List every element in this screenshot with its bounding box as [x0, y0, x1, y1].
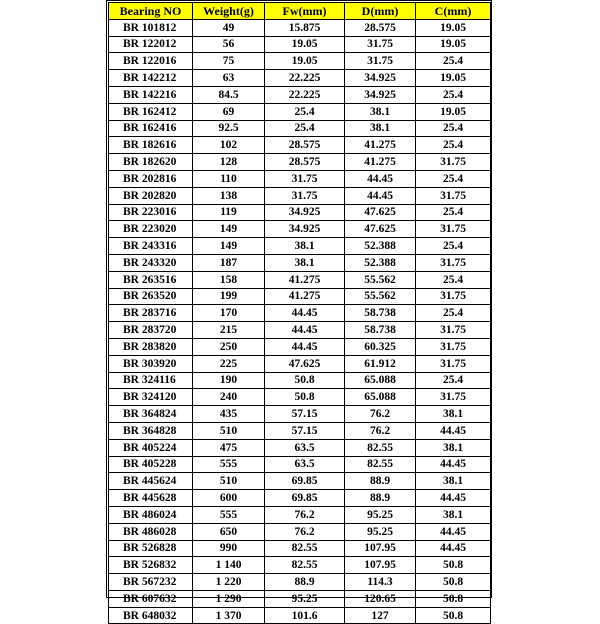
- cell-d: 34.925: [345, 86, 416, 103]
- cell-d: 34.925: [345, 70, 416, 87]
- cell-weight: 49: [193, 19, 265, 36]
- cell-weight: 650: [193, 523, 265, 540]
- cell-fw: 31.75: [265, 187, 345, 204]
- cell-weight: 158: [193, 271, 265, 288]
- cell-c: 50.8: [416, 557, 491, 574]
- bearing-spec-table: [108, 2, 491, 624]
- cell-bearing-no: BR 202816: [109, 170, 193, 187]
- cell-c: 25.4: [416, 137, 491, 154]
- cell-weight: 56: [193, 36, 265, 53]
- cell-weight: 63: [193, 70, 265, 87]
- cell-fw: 63.5: [265, 439, 345, 456]
- cell-weight: 1 220: [193, 574, 265, 591]
- cell-d: 60.325: [345, 338, 416, 355]
- cell-c: 25.4: [416, 372, 491, 389]
- cell-weight: 510: [193, 473, 265, 490]
- cell-weight: 225: [193, 355, 265, 372]
- cell-weight: 1 370: [193, 607, 265, 624]
- cell-d: 95.25: [345, 523, 416, 540]
- cell-fw: 44.45: [265, 322, 345, 339]
- cell-bearing-no: BR 243320: [109, 254, 193, 271]
- header-fw: Fw(mm): [265, 3, 345, 20]
- cell-bearing-no: BR 122016: [109, 53, 193, 70]
- cell-weight: 1 290: [193, 590, 265, 607]
- table-row: [109, 86, 491, 103]
- cell-fw: 69.85: [265, 473, 345, 490]
- cell-weight: 190: [193, 372, 265, 389]
- cell-d: 127: [345, 607, 416, 624]
- cell-bearing-no: BR 405224: [109, 439, 193, 456]
- cell-d: 88.9: [345, 473, 416, 490]
- cell-fw: 44.45: [265, 305, 345, 322]
- cell-fw: 15.875: [265, 19, 345, 36]
- cell-fw: 38.1: [265, 254, 345, 271]
- cell-fw: 25.4: [265, 120, 345, 137]
- cell-c: 38.1: [416, 439, 491, 456]
- cell-weight: 119: [193, 204, 265, 221]
- cell-c: 50.8: [416, 574, 491, 591]
- cell-c: 38.1: [416, 406, 491, 423]
- cell-fw: 34.925: [265, 221, 345, 238]
- table-row: [109, 574, 491, 591]
- cell-d: 120.65: [345, 590, 416, 607]
- cell-fw: 25.4: [265, 103, 345, 120]
- cell-fw: 57.15: [265, 422, 345, 439]
- table-row: [109, 271, 491, 288]
- cell-c: 50.8: [416, 607, 491, 624]
- cell-fw: 88.9: [265, 574, 345, 591]
- cell-weight: 110: [193, 170, 265, 187]
- cell-weight: 75: [193, 53, 265, 70]
- cell-fw: 44.45: [265, 338, 345, 355]
- table-row: [109, 338, 491, 355]
- cell-fw: 69.85: [265, 490, 345, 507]
- cell-bearing-no: BR 182620: [109, 154, 193, 171]
- cell-fw: 50.8: [265, 389, 345, 406]
- cell-c: 38.1: [416, 473, 491, 490]
- cell-weight: 102: [193, 137, 265, 154]
- cell-d: 76.2: [345, 422, 416, 439]
- cell-c: 44.45: [416, 523, 491, 540]
- cell-c: 31.75: [416, 355, 491, 372]
- cell-c: 31.75: [416, 221, 491, 238]
- table-row: [109, 288, 491, 305]
- cell-bearing-no: BR 303920: [109, 355, 193, 372]
- cell-weight: 475: [193, 439, 265, 456]
- cell-weight: 510: [193, 422, 265, 439]
- cell-weight: 555: [193, 456, 265, 473]
- cell-d: 41.275: [345, 137, 416, 154]
- cell-fw: 28.575: [265, 154, 345, 171]
- cell-bearing-no: BR 364828: [109, 422, 193, 439]
- cell-fw: 76.2: [265, 523, 345, 540]
- cell-d: 114.3: [345, 574, 416, 591]
- cell-d: 38.1: [345, 103, 416, 120]
- cell-weight: 555: [193, 506, 265, 523]
- cell-d: 61.912: [345, 355, 416, 372]
- cell-fw: 28.575: [265, 137, 345, 154]
- table-row: [109, 187, 491, 204]
- cell-bearing-no: BR 223020: [109, 221, 193, 238]
- cell-bearing-no: BR 526828: [109, 540, 193, 557]
- table-row: [109, 355, 491, 372]
- cell-c: 31.75: [416, 322, 491, 339]
- cell-d: 38.1: [345, 120, 416, 137]
- cell-c: 44.45: [416, 490, 491, 507]
- cell-bearing-no: BR 324120: [109, 389, 193, 406]
- cell-c: 44.45: [416, 540, 491, 557]
- cell-c: 25.4: [416, 204, 491, 221]
- cell-d: 82.55: [345, 456, 416, 473]
- cell-weight: 170: [193, 305, 265, 322]
- cell-fw: 19.05: [265, 36, 345, 53]
- table-row: [109, 254, 491, 271]
- cell-c: 25.4: [416, 305, 491, 322]
- cell-weight: 149: [193, 221, 265, 238]
- cell-fw: 38.1: [265, 238, 345, 255]
- table-row: [109, 120, 491, 137]
- cell-d: 31.75: [345, 36, 416, 53]
- cell-d: 65.088: [345, 372, 416, 389]
- table-header: [109, 3, 491, 20]
- cell-fw: 82.55: [265, 540, 345, 557]
- cell-weight: 187: [193, 254, 265, 271]
- cell-bearing-no: BR 162416: [109, 120, 193, 137]
- cell-c: 31.75: [416, 338, 491, 355]
- cell-d: 28.575: [345, 19, 416, 36]
- cell-bearing-no: BR 223016: [109, 204, 193, 221]
- cell-d: 82.55: [345, 439, 416, 456]
- cell-d: 107.95: [345, 557, 416, 574]
- cell-fw: 95.25: [265, 590, 345, 607]
- cell-bearing-no: BR 142216: [109, 86, 193, 103]
- cell-d: 44.45: [345, 187, 416, 204]
- table-row: [109, 439, 491, 456]
- cell-bearing-no: BR 567232: [109, 574, 193, 591]
- cell-weight: 92.5: [193, 120, 265, 137]
- table-row: [109, 406, 491, 423]
- table-row: [109, 36, 491, 53]
- cell-c: 44.45: [416, 422, 491, 439]
- cell-bearing-no: BR 202820: [109, 187, 193, 204]
- cell-d: 88.9: [345, 490, 416, 507]
- cell-c: 31.75: [416, 254, 491, 271]
- cell-weight: 600: [193, 490, 265, 507]
- cell-c: 50.8: [416, 590, 491, 607]
- table-row: [109, 204, 491, 221]
- cell-d: 58.738: [345, 322, 416, 339]
- cell-d: 47.625: [345, 221, 416, 238]
- table-row: [109, 607, 491, 624]
- cell-bearing-no: BR 607632: [109, 590, 193, 607]
- cell-weight: 215: [193, 322, 265, 339]
- cell-c: 25.4: [416, 86, 491, 103]
- table-row: [109, 70, 491, 87]
- cell-c: 31.75: [416, 389, 491, 406]
- cell-bearing-no: BR 445628: [109, 490, 193, 507]
- table-row: [109, 540, 491, 557]
- cell-fw: 31.75: [265, 170, 345, 187]
- cell-weight: 435: [193, 406, 265, 423]
- cell-c: 44.45: [416, 456, 491, 473]
- cell-d: 107.95: [345, 540, 416, 557]
- cell-c: 31.75: [416, 288, 491, 305]
- table-row: [109, 506, 491, 523]
- cell-c: 38.1: [416, 506, 491, 523]
- table-row: [109, 19, 491, 36]
- cell-fw: 22.225: [265, 70, 345, 87]
- cell-d: 65.088: [345, 389, 416, 406]
- table-row: [109, 137, 491, 154]
- cell-fw: 22.225: [265, 86, 345, 103]
- cell-fw: 19.05: [265, 53, 345, 70]
- header-d: D(mm): [345, 3, 416, 20]
- cell-weight: 84.5: [193, 86, 265, 103]
- cell-bearing-no: BR 486028: [109, 523, 193, 540]
- cell-weight: 240: [193, 389, 265, 406]
- cell-bearing-no: BR 243316: [109, 238, 193, 255]
- cell-d: 55.562: [345, 271, 416, 288]
- cell-bearing-no: BR 445624: [109, 473, 193, 490]
- cell-fw: 50.8: [265, 372, 345, 389]
- cell-d: 58.738: [345, 305, 416, 322]
- cell-weight: 1 140: [193, 557, 265, 574]
- header-c: C(mm): [416, 3, 491, 20]
- cell-d: 31.75: [345, 53, 416, 70]
- cell-bearing-no: BR 162412: [109, 103, 193, 120]
- table-row: [109, 523, 491, 540]
- cell-fw: 101.6: [265, 607, 345, 624]
- cell-d: 52.388: [345, 254, 416, 271]
- table-row: [109, 103, 491, 120]
- table-row: [109, 422, 491, 439]
- cell-bearing-no: BR 364824: [109, 406, 193, 423]
- cell-weight: 199: [193, 288, 265, 305]
- table-body: [109, 19, 491, 624]
- cell-fw: 41.275: [265, 271, 345, 288]
- table-row: [109, 389, 491, 406]
- cell-bearing-no: BR 526832: [109, 557, 193, 574]
- cell-c: 19.05: [416, 70, 491, 87]
- table-row: [109, 305, 491, 322]
- cell-bearing-no: BR 101812: [109, 19, 193, 36]
- cell-c: 25.4: [416, 120, 491, 137]
- cell-fw: 63.5: [265, 456, 345, 473]
- cell-bearing-no: BR 263520: [109, 288, 193, 305]
- cell-weight: 138: [193, 187, 265, 204]
- header-bearing-no: Bearing NO: [109, 3, 193, 20]
- header-weight: Weight(g): [193, 3, 265, 20]
- cell-d: 44.45: [345, 170, 416, 187]
- cell-c: 25.4: [416, 170, 491, 187]
- cell-fw: 47.625: [265, 355, 345, 372]
- cell-bearing-no: BR 405228: [109, 456, 193, 473]
- cell-c: 19.05: [416, 36, 491, 53]
- cell-bearing-no: BR 122012: [109, 36, 193, 53]
- cell-d: 41.275: [345, 154, 416, 171]
- cell-c: 25.4: [416, 238, 491, 255]
- table-row: [109, 590, 491, 607]
- cell-weight: 149: [193, 238, 265, 255]
- cell-fw: 41.275: [265, 288, 345, 305]
- cell-d: 52.388: [345, 238, 416, 255]
- cell-bearing-no: BR 182616: [109, 137, 193, 154]
- cell-bearing-no: BR 263516: [109, 271, 193, 288]
- cell-bearing-no: BR 283716: [109, 305, 193, 322]
- cell-c: 19.05: [416, 103, 491, 120]
- table-row: [109, 238, 491, 255]
- cell-fw: 76.2: [265, 506, 345, 523]
- table-row: [109, 490, 491, 507]
- cell-weight: 990: [193, 540, 265, 557]
- cell-d: 47.625: [345, 204, 416, 221]
- cell-fw: 34.925: [265, 204, 345, 221]
- cell-d: 95.25: [345, 506, 416, 523]
- cell-bearing-no: BR 283720: [109, 322, 193, 339]
- cell-fw: 82.55: [265, 557, 345, 574]
- cell-c: 25.4: [416, 271, 491, 288]
- table-row: [109, 557, 491, 574]
- cell-d: 55.562: [345, 288, 416, 305]
- cell-d: 76.2: [345, 406, 416, 423]
- table-row: [109, 221, 491, 238]
- cell-c: 31.75: [416, 187, 491, 204]
- cell-weight: 250: [193, 338, 265, 355]
- table-row: [109, 456, 491, 473]
- cell-weight: 69: [193, 103, 265, 120]
- header-row: [109, 3, 491, 20]
- cell-bearing-no: BR 486024: [109, 506, 193, 523]
- cell-c: 19.05: [416, 19, 491, 36]
- table-row: [109, 473, 491, 490]
- cell-c: 25.4: [416, 53, 491, 70]
- cell-bearing-no: BR 324116: [109, 372, 193, 389]
- cell-bearing-no: BR 648032: [109, 607, 193, 624]
- cell-c: 31.75: [416, 154, 491, 171]
- cell-weight: 128: [193, 154, 265, 171]
- cell-fw: 57.15: [265, 406, 345, 423]
- table-row: [109, 372, 491, 389]
- cell-bearing-no: BR 283820: [109, 338, 193, 355]
- table-row: [109, 322, 491, 339]
- cell-bearing-no: BR 142212: [109, 70, 193, 87]
- table-row: [109, 170, 491, 187]
- table-row: [109, 53, 491, 70]
- table-row: [109, 154, 491, 171]
